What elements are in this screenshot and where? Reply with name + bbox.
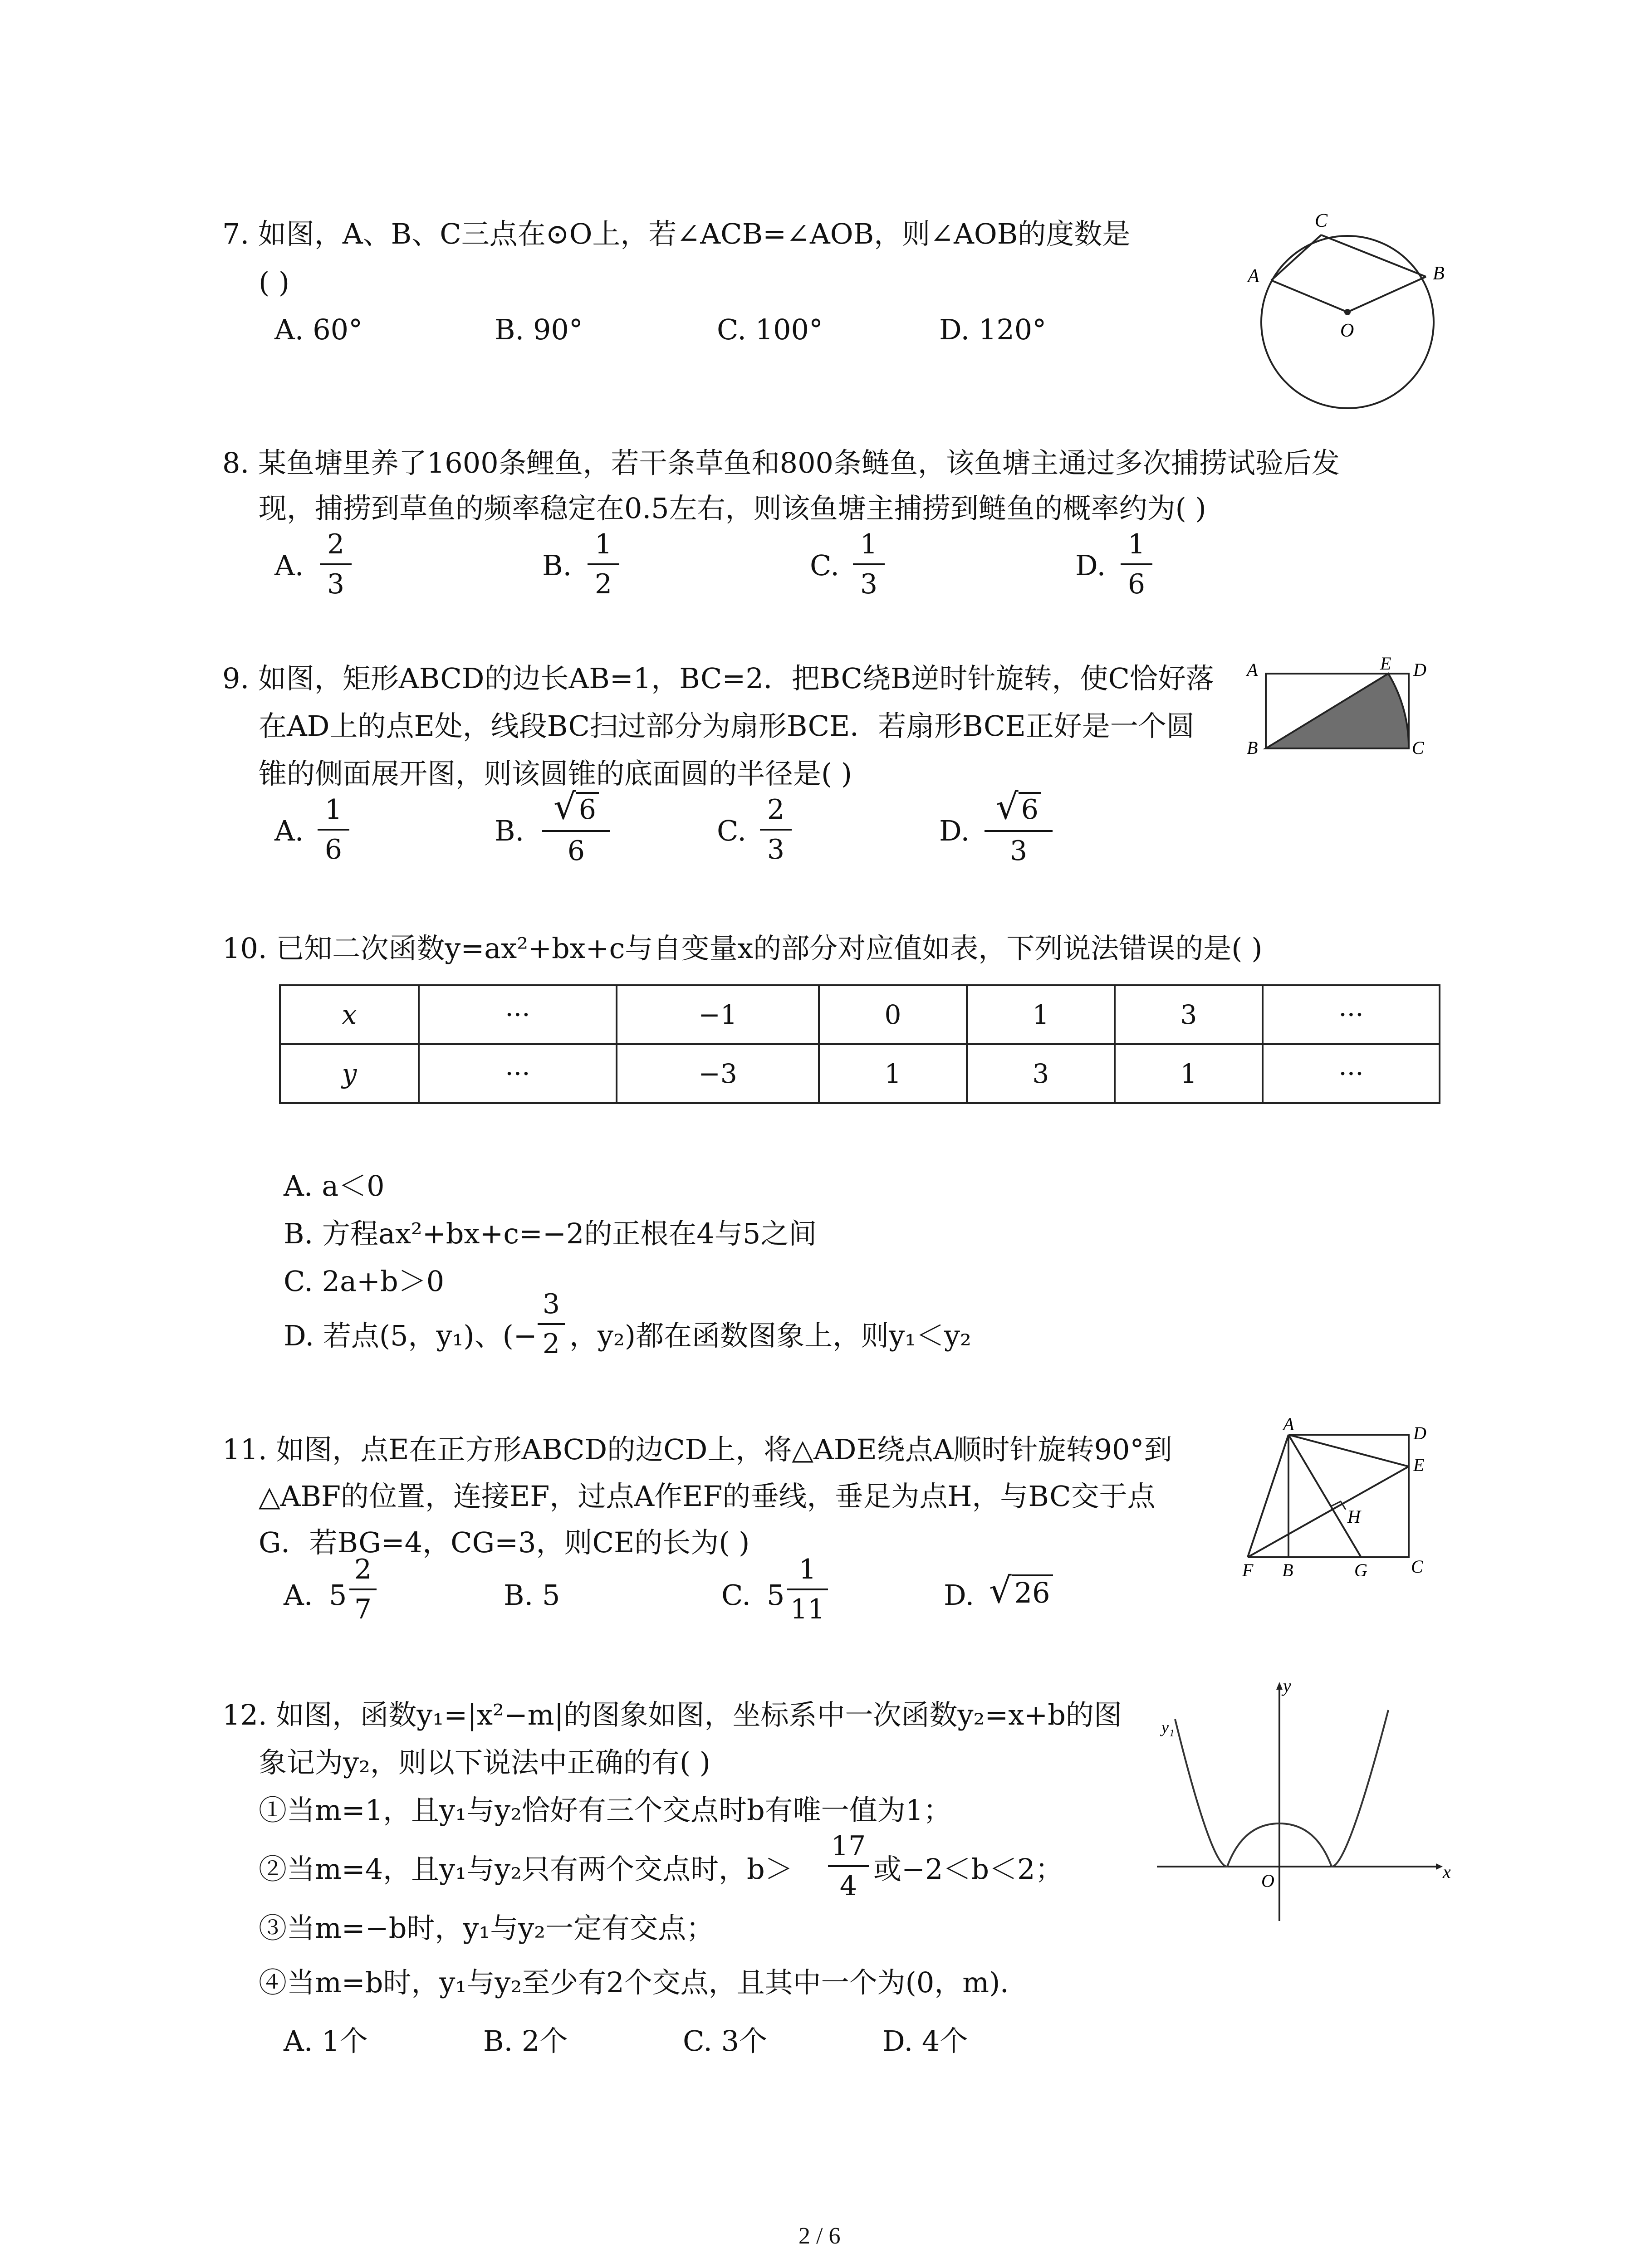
q11-label-f: F [1242, 1560, 1254, 1576]
table-cell: −3 [617, 1044, 819, 1103]
q8-option-a-fraction: 2 3 [320, 531, 352, 598]
q11-option-a-fraction: 2 7 [349, 1556, 377, 1623]
q10-option-d-pre: D. 若点(5，y₁)、(− [284, 1319, 537, 1352]
q11-label-c: C [1411, 1556, 1423, 1576]
q7-label-c: C [1315, 210, 1328, 231]
page-number: 2 / 6 [798, 2223, 841, 2249]
q9-option-d-letter: D. [939, 814, 970, 847]
q8-stem-line2: 现，捕捞到草鱼的频率稳定在0.5左右，则该鱼塘主捕捞到鲢鱼的概率约为( ) [259, 492, 1206, 525]
q11-option-d-sqrt: √26 [989, 1570, 1053, 1611]
q9-option-a-letter: A. [274, 814, 304, 847]
table-cell: ··· [1263, 985, 1440, 1044]
table-cell: ··· [419, 985, 617, 1044]
q12-statement-3: ③当m=−b时，y₁与y₂一定有交点； [259, 1911, 715, 1945]
q8-stem-line1: 8. 某鱼塘里养了1600条鲤鱼，若干条草鱼和800条鲢鱼，该鱼塘主通过多次捕捞试验后发 [222, 446, 1340, 479]
q8-option-b-letter: B. [542, 549, 572, 582]
q9-label-b: B [1247, 738, 1258, 758]
q11-option-b: B. 5 [504, 1579, 560, 1612]
q11-stem-line3: G．若BG=4，CG=3，则CE的长为( ) [259, 1526, 750, 1559]
q8-option-c-letter: C. [810, 549, 839, 582]
q8-option-a-letter: A. [274, 549, 304, 582]
q10-option-d-fraction: 3 2 [538, 1290, 565, 1358]
q12-statement-1: ①当m=1，且y₁与y₂恰好有三个交点时b有唯一值为1； [259, 1794, 952, 1827]
table-cell: −1 [617, 985, 819, 1044]
q12-graph-figure [1152, 1674, 1461, 1928]
q7-option-c: C. 100° [717, 313, 823, 346]
q9-stem-line1: 9. 如图，矩形ABCD的边长AB=1，BC=2．把BC绕B逆时针旋转，使C恰好落 [222, 662, 1214, 695]
q12-label-y: y [1283, 1676, 1291, 1696]
q9-label-a: A [1247, 660, 1258, 680]
q12-label-y1: y₁ [1161, 1718, 1175, 1736]
q7-label-a: A [1248, 266, 1259, 287]
table-cell: 3 [1115, 985, 1263, 1044]
q11-label-e: E [1413, 1455, 1425, 1475]
q9-label-e: E [1380, 653, 1391, 674]
q11-option-a-letter: A. [284, 1579, 313, 1612]
table-row [280, 985, 1440, 1044]
q11-square-figure [1239, 1418, 1465, 1576]
q9-option-a-fraction: 1 6 [318, 796, 349, 863]
q11-label-b: B [1282, 1560, 1293, 1576]
table-cell: 1 [819, 1044, 967, 1103]
q9-label-c: C [1412, 738, 1424, 758]
table-cell: ··· [1263, 1044, 1440, 1103]
q12-statement-2-pre: ②当m=4，且y₁与y₂只有两个交点时，b＞ [259, 1853, 793, 1886]
q12-label-o: O [1261, 1871, 1274, 1891]
q11-option-c-fraction: 1 11 [787, 1556, 828, 1623]
q7-option-d: D. 120° [939, 313, 1047, 346]
q11-label-h: H [1347, 1506, 1361, 1527]
q9-stem-line3: 锥的侧面展开图，则该圆锥的底面圆的半径是( ) [259, 757, 852, 790]
q8-option-d-letter: D. [1075, 549, 1106, 582]
q11-option-c-whole: 5 [767, 1579, 785, 1612]
table-cell: y [280, 1044, 419, 1103]
q12-option-c: C. 3个 [683, 2024, 768, 2058]
q7-paren: ( ) [259, 266, 290, 299]
q9-option-c-fraction: 2 3 [760, 796, 792, 863]
table-row [280, 1044, 1440, 1103]
q10-value-table [279, 984, 1440, 1104]
q7-option-b: B. 90° [495, 313, 583, 346]
q9-option-d-fraction: √ 6 3 [985, 789, 1053, 865]
q12-stem-line1: 12. 如图，函数y₁=|x²−m|的图象如图，坐标系中一次函数y₂=x+b的图 [222, 1698, 1122, 1731]
q12-option-d: D. 4个 [882, 2024, 968, 2058]
q11-option-d-letter: D. [944, 1579, 975, 1612]
table-cell: ··· [419, 1044, 617, 1103]
q12-option-a: A. 1个 [284, 2024, 368, 2058]
q10-stem: 10. 已知二次函数y=ax²+bx+c与自变量x的部分对应值如表，下列说法错误的是( ) [222, 932, 1263, 965]
q9-stem-line2: 在AD上的点E处，线段BC扫过部分为扇形BCE．若扇形BCE正好是一个圆 [259, 709, 1195, 743]
table-cell: 3 [967, 1044, 1115, 1103]
q10-option-d-post: ，y₂)都在函数图象上，则y₁＜y₂ [569, 1319, 971, 1352]
q7-circle-figure [1243, 209, 1452, 422]
q10-option-a: A. a＜0 [284, 1169, 385, 1202]
q7-label-o: O [1340, 320, 1354, 341]
table-cell: 1 [967, 985, 1115, 1044]
table-cell: 1 [1115, 1044, 1263, 1103]
q11-stem-line2: △ABF的位置，连接EF，过点A作EF的垂线，垂足为点H，与BC交于点 [259, 1480, 1156, 1513]
q11-stem-line1: 11. 如图，点E在正方形ABCD的边CD上，将△ADE绕点A顺时针旋转90°到 [222, 1433, 1172, 1466]
q12-statement-2-fraction: 17 4 [828, 1833, 869, 1900]
q7-stem: 7. 如图，A、B、C三点在⊙O上，若∠ACB=∠AOB，则∠AOB的度数是 [222, 217, 1131, 250]
q12-stem-line2: 象记为y₂，则以下说法中正确的有( ) [259, 1746, 710, 1779]
q10-option-b: B. 方程ax²+bx+c=−2的正根在4与5之间 [284, 1217, 817, 1250]
q12-statement-2-post: 或−2＜b＜2； [873, 1853, 1063, 1886]
q8-option-c-fraction: 1 3 [853, 531, 885, 598]
q11-option-a-whole: 5 [329, 1579, 347, 1612]
q8-option-d-fraction: 1 6 [1121, 531, 1152, 598]
q9-option-b-letter: B. [495, 814, 524, 847]
q10-option-c: C. 2a+b＞0 [284, 1265, 445, 1298]
q9-option-b-fraction: √ 6 6 [542, 789, 610, 865]
q12-label-x: x [1443, 1862, 1451, 1882]
q11-label-d: D [1413, 1423, 1426, 1443]
q7-label-b: B [1433, 263, 1445, 284]
q9-rectangle-figure [1239, 653, 1474, 762]
q11-label-a: A [1283, 1418, 1294, 1434]
q7-option-a: A. 60° [274, 313, 363, 346]
q9-label-d: D [1413, 660, 1426, 680]
q9-option-c-letter: C. [717, 814, 746, 847]
q11-label-g: G [1354, 1560, 1367, 1576]
table-cell: 0 [819, 985, 967, 1044]
table-cell: x [280, 985, 419, 1044]
q12-statement-4: ④当m=b时，y₁与y₂至少有2个交点，且其中一个为(0，m)． [259, 1966, 1029, 1999]
q12-option-b: B. 2个 [483, 2024, 568, 2058]
q8-option-b-fraction: 1 2 [588, 531, 619, 598]
q11-option-c-letter: C. [721, 1579, 751, 1612]
